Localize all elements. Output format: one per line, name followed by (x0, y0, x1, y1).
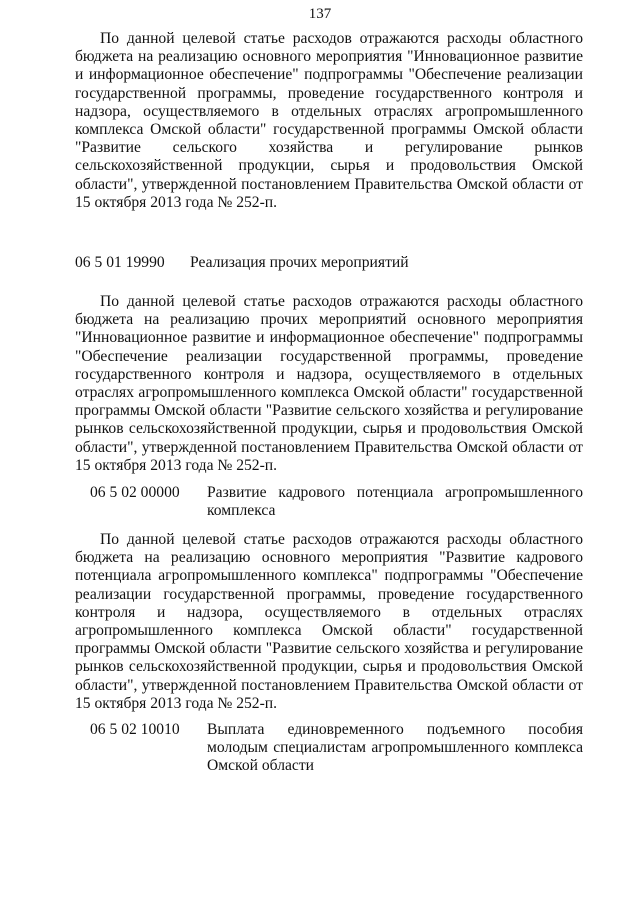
paragraph: По данной целевой статье расходов отражаются расходы областного бюджета на реализацию основного мероприятия "Инновационное развитие и информационное обеспечение" подпрограммы "Обеспечение реализации государственной программы, проведение государственного контроля и надзора, осуществляемого в отдельных отраслях агропромышленного комплекса Омской области" государственной программы Омской области "Развитие сельского хозяйства и регулирование рынков сельскохозяйственной продукции, сырья и продовольствия Омской области", утвержденной постановлением Правительства Омской области от 15 октября 2013 года № 252-п. (75, 30, 583, 211)
paragraph: По данной целевой статье расходов отражаются расходы областного бюджета на реализацию прочих мероприятий основного мероприятия "Инновационное развитие и информационное обеспечение" подпрограммы "Обеспечение реализации государственной программы, проведение государственного контроля и надзора, осуществляемого в отдельных отраслях агропромышленного комплекса Омской области" государственной программы Омской области "Развитие сельского хозяйства и регулирование рынков сельскохозяйственной продукции, сырья и продовольствия Омской области", утвержденной постановлением Правительства Омской области от 15 октября 2013 года № 252-п. (75, 293, 583, 474)
budget-code: 06 5 02 00000 (90, 484, 180, 501)
code-row (90, 721, 583, 777)
page-number: 137 (308, 6, 332, 22)
budget-code-title: Выплата единовременного подъемного пособия молодым специалистам агропромышленного комплекса Омской области (207, 721, 583, 775)
code-row (90, 484, 583, 522)
paragraph: По данной целевой статье расходов отражаются расходы областного бюджета на реализацию основного мероприятия "Развитие кадрового потенциала агропромышленного комплекса" подпрограммы "Обеспечение реализации государственной программы, проведение государственного контроля и надзора, осуществляемого в отдельных отраслях агропромышленного комплекса Омской области" государственной программы Омской области "Развитие сельского хозяйства и регулирование рынков сельскохозяйственной продукции, сырья и продовольствия Омской области", утвержденной постановлением Правительства Омской области от 15 октября 2013 года № 252-п. (75, 531, 583, 712)
budget-code-title: Развитие кадрового потенциала агропромышленного комплекса (207, 484, 583, 520)
budget-code-title: Реализация прочих мероприятий (190, 254, 409, 271)
budget-code: 06 5 02 10010 (90, 721, 180, 738)
code-row (75, 254, 583, 274)
budget-code: 06 5 01 19990 (75, 254, 165, 271)
